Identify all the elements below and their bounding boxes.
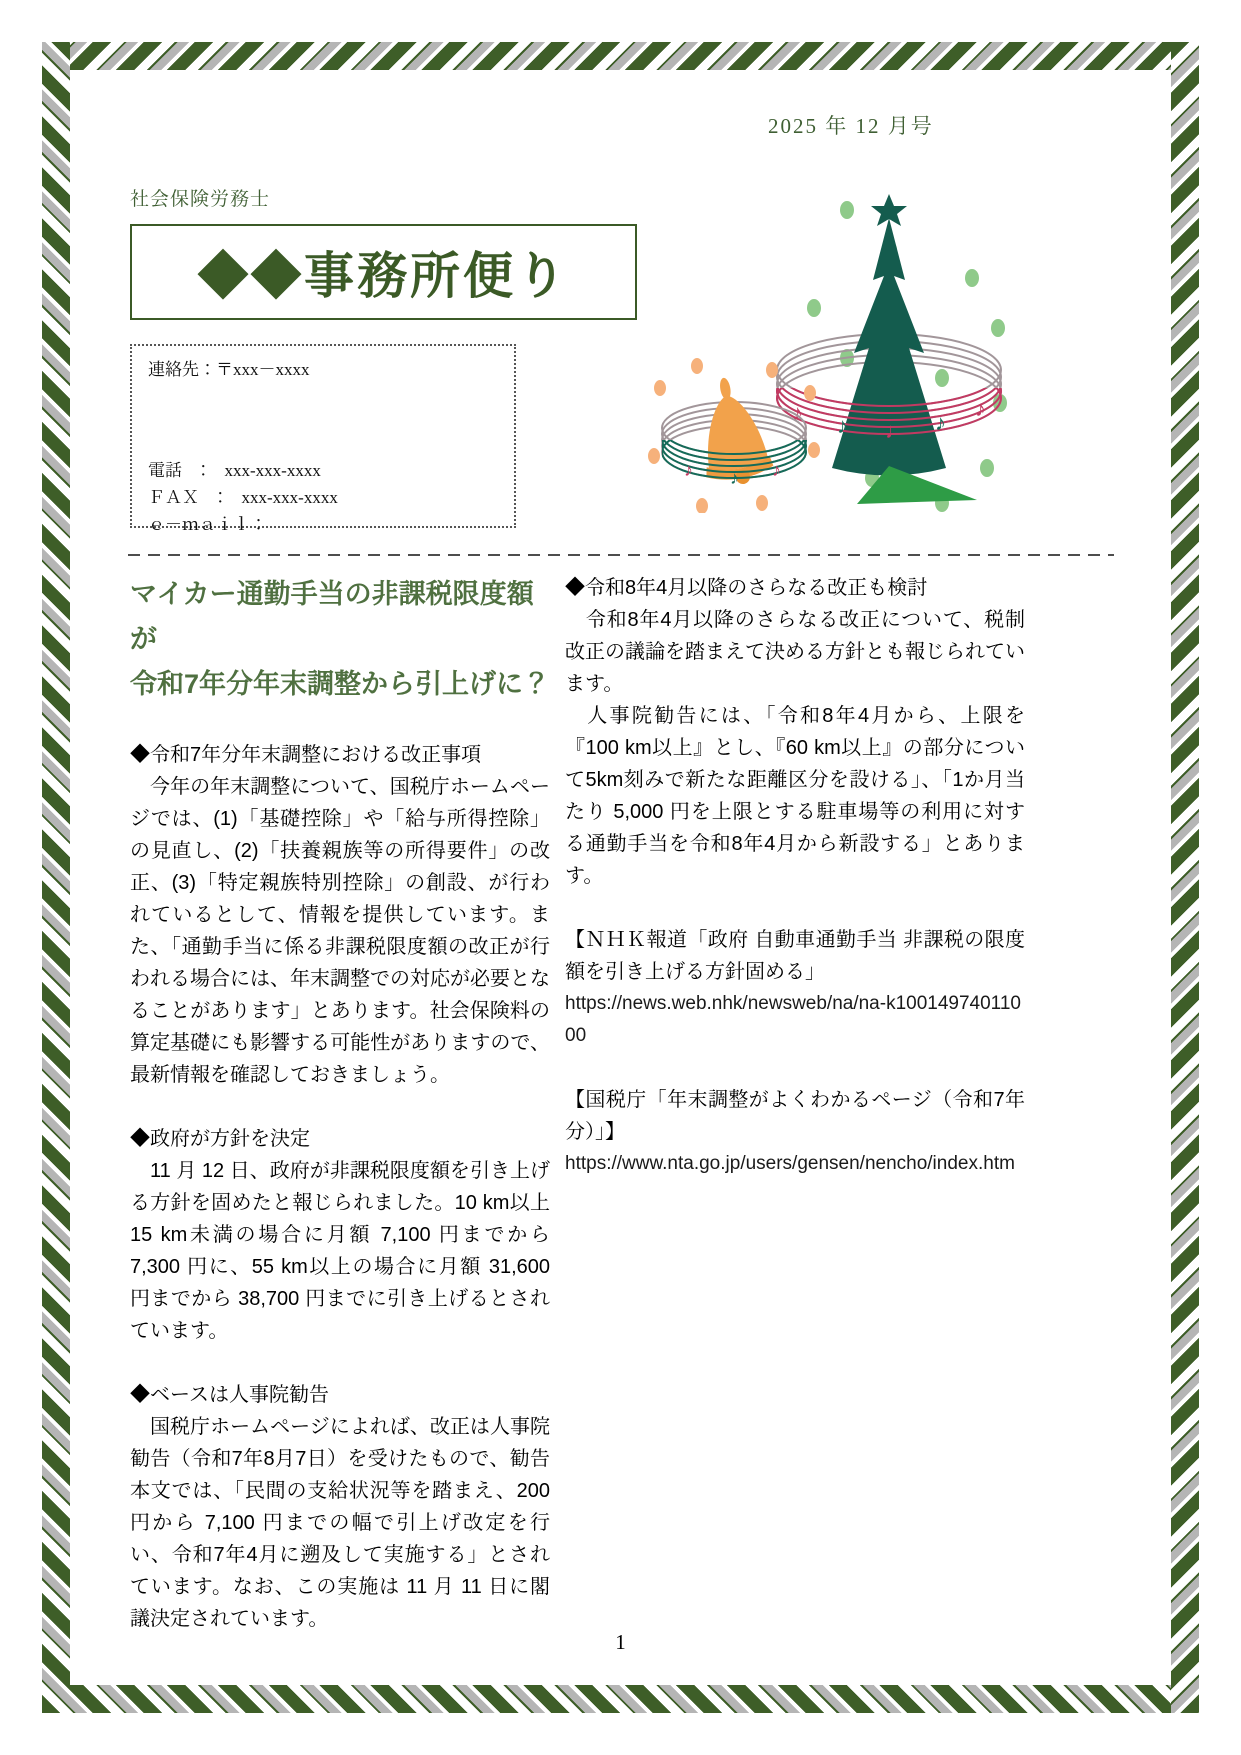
headline-line-1: マイカー通勤手当の非課税限度額が [130, 579, 534, 654]
christmas-illustration-svg [642, 188, 1017, 513]
contact-spacer [148, 383, 498, 457]
svg-text:♪: ♪ [837, 413, 848, 438]
section-paragraph: 令和8年4月以降のさらなる改正について、税制改正の議論を踏まえて決める方針とも報じられています。 [565, 609, 1025, 695]
section-further-revision [565, 572, 1025, 892]
reference-nta [565, 1084, 1025, 1180]
section-paragraph: 人事院勧告には、「令和8年4月から、上限を『100 km以上』とし、『60 km以上』の部分について5km刻みで新たな距離区分を設ける」、「1か月当たり 5,000 円を上限とする駐車場等の利用に対する通勤手当を令和8年4月から新設する」とあります。 [565, 705, 1025, 887]
svg-text:♩: ♩ [885, 418, 907, 443]
reference-url-link[interactable]: https://www.nta.go.jp/users/gensen/nencho/index.htm [565, 1153, 1015, 1174]
border-stripe-right [1171, 42, 1199, 1713]
contact-address-line: 連絡先：〒xxx－xxxx [148, 360, 310, 379]
contact-phone-line: 電話 ： xxx-xxx-xxxx [148, 461, 321, 480]
reference-nhk [565, 924, 1025, 1052]
contact-email-line: ｅ－ｍａｉｌ： [148, 515, 267, 534]
contact-box [130, 344, 516, 534]
svg-text:♪: ♪ [975, 396, 986, 421]
section-heading: ◆令和8年4月以降のさらなる改正も検討 [565, 577, 928, 599]
section-body: 今年の年末調整について、国税庁ホームページでは、(1)「基礎控除」や「給与所得控除」の見直し、(2)「扶養親族等の所得要件」の改正、(3)「特定親族特別控除」の創設、が行われているとして、情報を提供しています。また、「通勤手当に係る非課税限度額の改正が行われる場合には、年末調整での対応が必要となることがあります」とあります。社会保険料の算定基礎にも影響する可能性がありますので、最新情報を確認しておきましょう。 [130, 776, 550, 1086]
reference-url-link[interactable]: https://news.web.nhk/newsweb/na/na-k10014974011000 [565, 993, 1021, 1046]
border-stripe-top [42, 42, 1199, 70]
issue-date: 2025 年 12 月号 [768, 114, 934, 138]
section-npa-recommendation [130, 1379, 550, 1635]
section-revision-items [130, 739, 550, 1091]
svg-text:♪: ♪ [684, 460, 693, 480]
article-columns [130, 572, 1070, 1635]
border-stripe-bottom [42, 1685, 1199, 1713]
section-heading: ◆政府が方針を決定 [130, 1128, 310, 1150]
newsletter-title: ◆◆事務所便り [198, 248, 569, 304]
section-body: 国税庁ホームページによれば、改正は人事院勧告（令和7年8月7日）を受けたもので、勧告本文では、「民間の支給状況等を踏まえ、200 円から 7,100 円までの幅で引上げ改定を行い、令和7年4月に遡及して実施する」とされています。なお、この実施は 11 月 11 日に閣議決定されています。 [130, 1416, 550, 1630]
reference-label: 【国税庁「年末調整がよくわかるページ（令和7年分）」】 [565, 1089, 1025, 1143]
section-heading: ◆令和7年分年末調整における改正事項 [130, 744, 482, 766]
headline-line-2: 令和7年分年末調整から引上げに？ [130, 669, 551, 699]
reference-label: 【ＮＨＫ報道「政府 自動車通勤手当 非課税の限度額を引き上げる方針固める」 [565, 929, 1025, 983]
svg-text:♪: ♪ [730, 468, 739, 488]
page-number: 1 [615, 1630, 626, 1654]
dashed-separator [128, 554, 1114, 556]
article-left-column [130, 572, 550, 1635]
article-right-column [565, 572, 1025, 1635]
svg-text:♪: ♪ [772, 460, 781, 480]
title-box [130, 224, 637, 320]
christmas-illustration [642, 188, 1017, 513]
section-heading: ◆ベースは人事院勧告 [130, 1384, 329, 1406]
svg-text:♪: ♪ [792, 400, 803, 425]
article-headline [130, 572, 550, 707]
profession-label: 社会保険労務士 [130, 189, 271, 210]
svg-text:♪: ♪ [935, 410, 946, 435]
border-stripe-left [42, 42, 70, 1713]
section-body: 11 月 12 日、政府が非課税限度額を引き上げる方針を固めたと報じられました。10 km以上 15 km未満の場合に月額 7,100 円までから 7,300 円に、55 km以上の場合に月額 31,600 円までから 38,700 円までに引き上げるとされています。 [130, 1160, 550, 1342]
contact-fax-line: ＦＡＸ ： xxx-xxx-xxxx [148, 488, 338, 507]
section-government-policy [130, 1123, 550, 1347]
